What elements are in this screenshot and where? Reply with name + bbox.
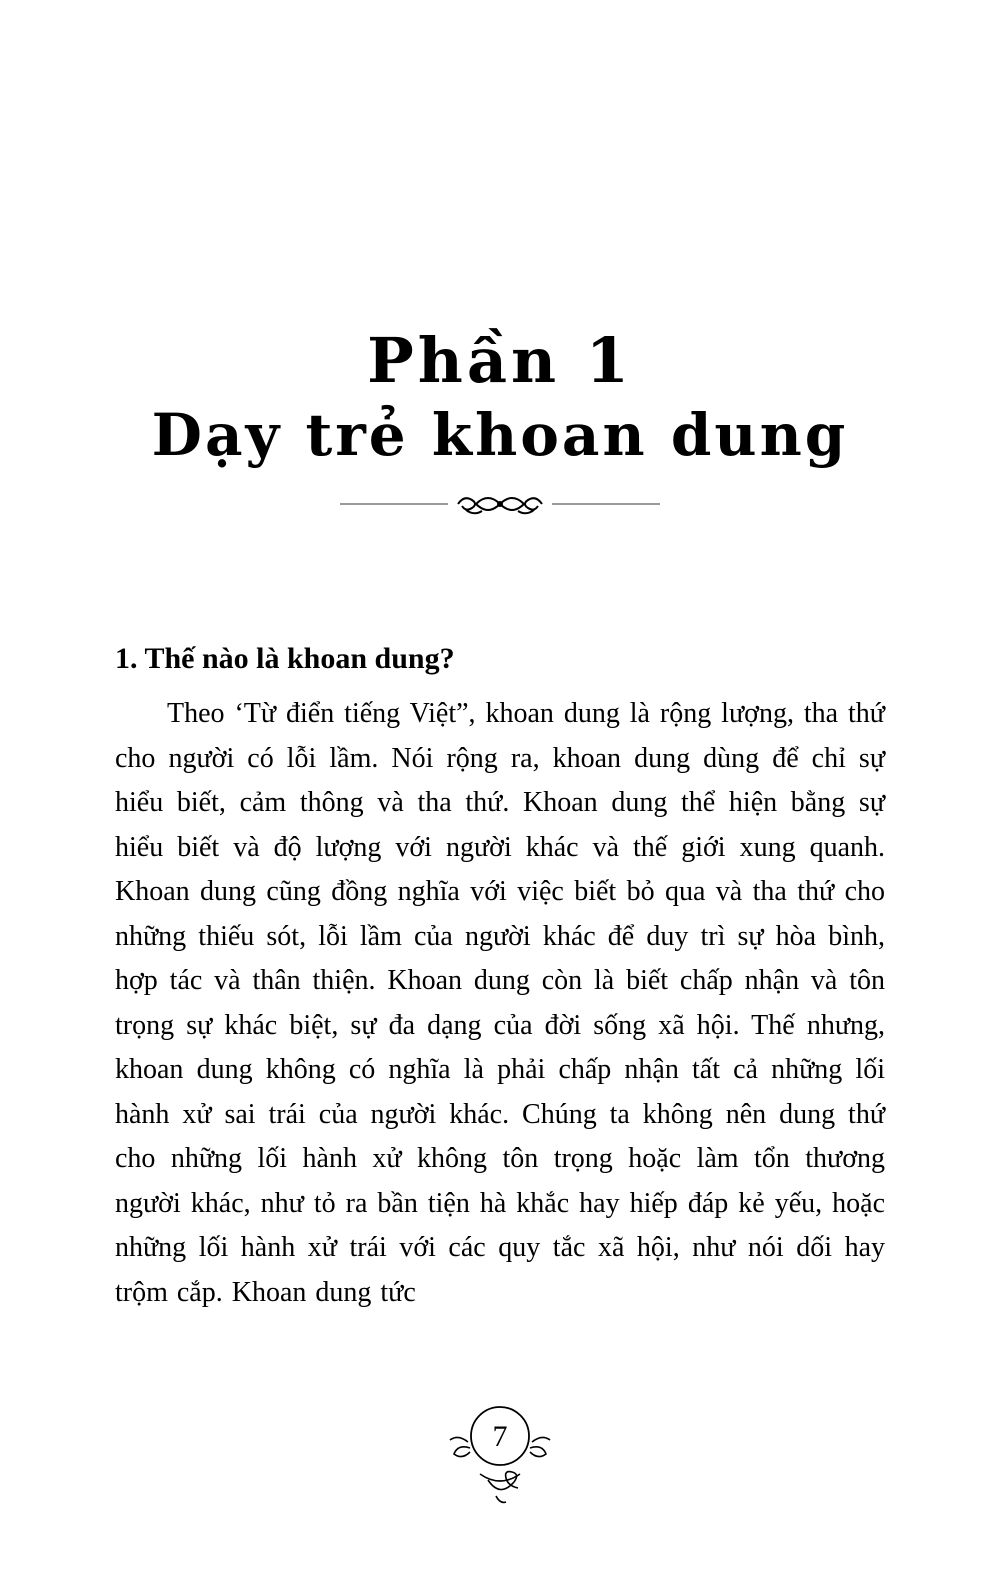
divider-flourish-icon <box>340 490 660 518</box>
page-number-frame-icon <box>430 1396 570 1516</box>
page-number-ornament <box>430 1396 570 1516</box>
decorative-divider <box>340 490 660 518</box>
page-footer <box>0 1396 1000 1516</box>
body-paragraph: Theo ‘Từ điển tiếng Việt”, khoan dung là rộng lượng, tha thứ cho người có lỗi lầm. Nói rộng ra, khoan dung dùng để chỉ sự hiểu biết, cảm thông và tha thứ. Khoan dung thể hiện bằng sự hiểu biết và độ lượng với người khác và thế giới xung quanh. Khoan dung cũng đồng nghĩa với việc biết bỏ qua và tha thứ cho những thiếu sót, lỗi lầm của người khác để duy trì sự hòa bình, hợp tác và thân thiện. Khoan dung còn là biết chấp nhận và tôn trọng sự khác biệt, sự đa dạng của đời sống xã hội. Thế nhưng, khoan dung không có nghĩa là phải chấp nhận tất cả những lối hành xử sai trái của người khác. Chúng ta không nên dung thứ cho những lối hành xử không tôn trọng hoặc làm tổn thương người khác, như tỏ ra bần tiện hà khắc hay hiếp đáp kẻ yếu, hoặc những lối hành xử trái với các quy tắc xã hội, như nói dối hay trộm cắp. Khoan dung tức <box>115 698 885 1308</box>
part-title: Phần 1 <box>367 324 633 397</box>
part-subtitle: Dạy trẻ khoan dung <box>151 401 849 469</box>
section-heading: 1. Thế nào là khoan dung? <box>115 642 455 675</box>
title-block <box>0 324 1000 518</box>
page-number: 7 <box>492 1420 508 1453</box>
